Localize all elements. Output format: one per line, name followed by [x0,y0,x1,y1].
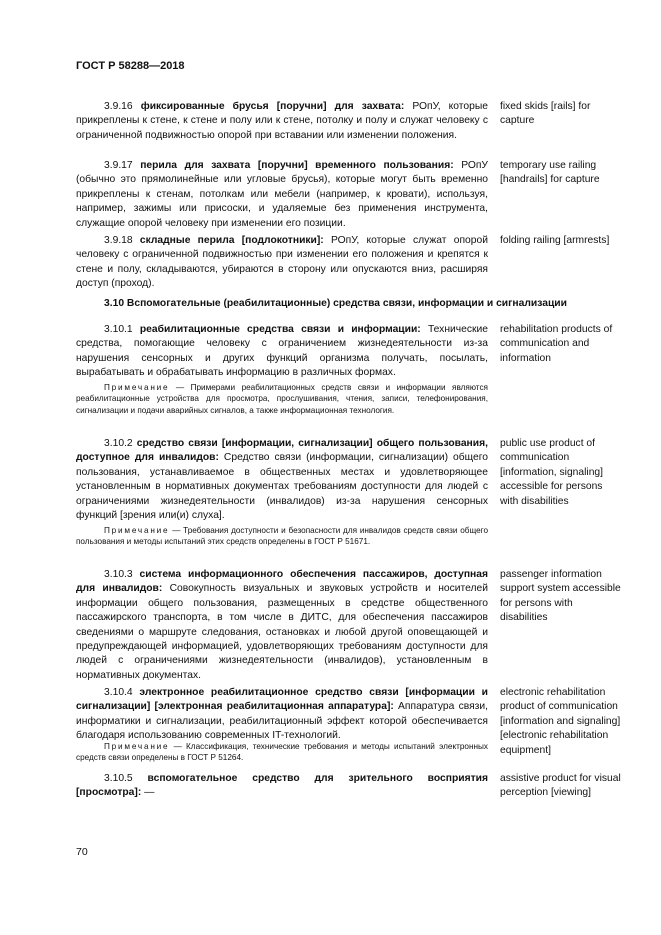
entry-text-ru [76,159,488,231]
entry-text-en: folding railing [armrests] [500,235,610,246]
entry-text-ru [76,772,488,801]
entry-number: 3.10.1 [104,324,133,335]
page-number: 70 [76,846,88,858]
entry-term: фиксированные брусья [поручни] для захвата: [140,101,405,112]
entry-number: 3.9.17 [104,160,133,171]
entry-text-en: electronic rehabilitation product of communication [information and signaling] [electronic rehabilitation equipment] [500,687,621,756]
entry-definition: РОпУ (обычно это прямолинейные или угловые брусья), которые могут быть временно прикреплены к стенам, потолкам или мебели (например, к кровати), используя, например, зажимы или присоски, и удаляемые без применения инструмента, служащие опорой человеку при изменении его позиции. [76,160,488,229]
entry-number: 3.10.3 [104,569,133,580]
note-label: Примечание [104,383,170,392]
entry-number: 3.10.4 [104,687,133,698]
note-label: Примечание [104,526,170,535]
note-text: — Требования доступности и безопасности для инвалидов средств связи общего пользования и методы испытаний этих средств определены в ГОСТ Р 51671. [76,526,489,547]
entry-note [76,741,488,764]
entry-text-en: passenger information support system accessible for persons with disabilities [500,569,621,624]
entry-definition: Технические средства, помогающие человеку с ограничением жизнедеятельности из-за нарушения сенсорных и других функций организма получать, посылать, вырабатывать и обрабатывать информацию в различных формах. [76,324,488,379]
entry-text-en: fixed skids [rails] for capture [500,101,591,127]
entry-text-en: assistive product for visual perception [viewing] [500,773,621,799]
entry-number: 3.10.2 [104,438,133,449]
entry-text-ru [76,686,488,744]
entry-text-ru [76,100,488,143]
entry-note [76,382,488,416]
note-text: — Примерами реабилитационных средств связи и информации являются реабилитационные устройства для просмотра, прослушивания, чтения, записи, телефонирования, сигнализации и подачи аварийных сигналов, а также информационная технология. [76,383,488,415]
entry-term: вспомогательное средство для зрительного восприятия [просмотра]: [76,773,488,799]
note-label: Примечание [104,742,170,751]
note-text: — Классификация, технические требования и методы испытаний электронных средств связи определены в ГОСТ Р 51264. [76,742,488,763]
entry-definition: Средство связи (информации, сигнализации) общего пользования, устанавливаемое в общественных местах и удовлетворяющее установленным в нормативных документах требованиям доступности для людей с ограничениями жизнедеятельности (инвалидов) из-за нарушения сенсорных функций [зрения или(и) слуха]. [76,452,488,522]
entry-definition: РОпУ, которые прикреплены к стене, к стене и полу или к стене, потолку и полу и служат человеку с ограниченной подвижностью опорой при вставании или изменении положения. [76,101,488,141]
entry-term: средство связи [информации, сигнализации] общего пользования, доступное для инвалидов: [76,438,488,464]
entry-note [76,525,488,548]
entry-text-ru [76,568,488,683]
entry-text-en: temporary use railing [handrails] for capture [500,160,600,186]
entry-text-en: public use product of communication [information, signaling] accessible for persons with disabilities [500,438,604,507]
entry-text-en: rehabilitation products of communication and information [500,324,613,364]
entry-text-ru [76,437,488,523]
entry-definition: РОпУ, которые служат опорой человеку с ограниченной подвижностью при изменении его положения и крепятся к стене и полу, складываются, убираются в сторону или опускаются вниз, расширяя доступ (проход). [76,235,488,290]
section-heading: 3.10 Вспомогательные (реабилитационные) средства связи, информации и сигнализации [104,298,567,309]
entry-term: система информационного обеспечения пассажиров, доступная для инвалидов: [76,569,488,595]
entry-definition: Совокупность визуальных и звуковых устройств и носителей информации общего пользования, размещенных в средстве общественного пассажирского транспорта, в том числе в ДИТС, для обеспечения пассажиров сведениями о маршруте следования, остановках и любой другой оповещающей и предупреждающей информацией, удовлетворяющих требованиям доступности для людей с ограничениями жизнедеятельности (инвалидов), установленным в нормативных документах. [76,583,488,681]
document-header: ГОСТ Р 58288—2018 [76,60,185,72]
entry-term: реабилитационные средства связи и информации: [139,324,421,335]
entry-number: 3.10.5 [104,773,133,784]
entry-definition: Аппаратура связи, информатики и сигнализации, реабилитационный эффект которой обеспечивается благодаря использованию современных IT-технологий. [76,701,488,742]
entry-number: 3.9.18 [104,235,133,246]
entry-term: складные перила [подлокотники]: [139,235,324,246]
entry-term: перила для захвата [поручни] временного пользования: [140,160,454,171]
entry-term: электронное реабилитационное средство связи [информации и сигнализации] [электронная реабилитационная аппаратура]: [76,687,488,713]
entry-number: 3.9.16 [104,101,133,112]
entry-text-ru [76,323,488,381]
entry-text-ru [76,234,488,292]
entry-definition: — [144,787,155,799]
